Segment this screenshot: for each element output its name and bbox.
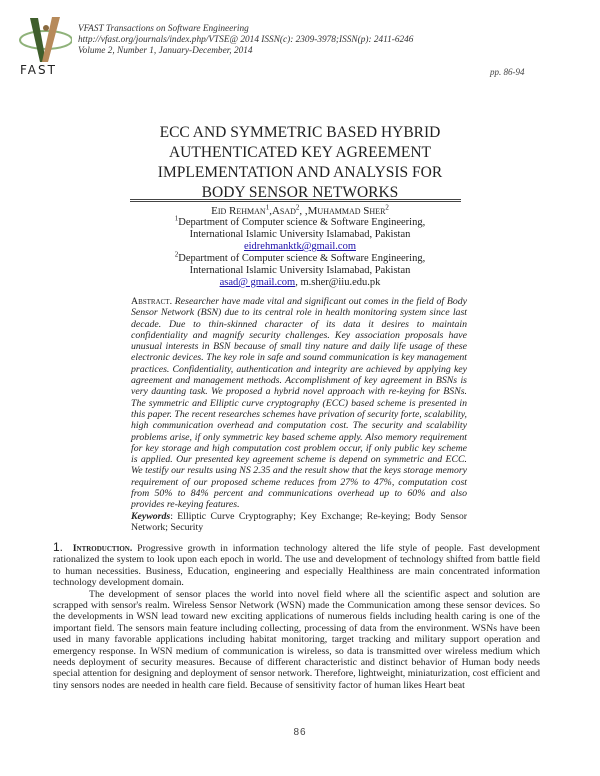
affiliation-text: Department of Computer science & Software Engineering, — [178, 253, 426, 264]
journal-name: VFAST Transactions on Software Engineering — [78, 24, 249, 34]
paper-title — [100, 123, 500, 203]
page-range: pp. 86-94 — [490, 67, 525, 77]
abstract-text: Researcher have made vital and significant out comes in the field of Body Sensor Network (BSN) due to its central role in health monitoring system since last decade. Due to thin-skinned character of its data it desires to maintain confidentiality and magnify security challenges. Key association proposals have unusual interests in BSN because of small tiny nature and daily life usage of these electronic devices. The key role in safe and sound communication is key management practices. Confidentiality, authentication and integrity are achieved by applying key agreement and management methods. Accomplishment of key agreement in BSNs is very daunting task. We proposed a hybrid novel approach with re-keying for BSNs. The symmetric and Elliptic curve cryptography (ECC) based scheme is presented in this paper. The recent researches schemes have privation of security forte, scalability, high communication overhead and computation cost. The security and scalability problems arise, if only symmetric key based scheme apply. Also memory requirement for key storage and high computation cost problem occur, if only public key scheme is applied. Our presented key agreement scheme is depend on symmetric and ECC. We testify our results using NS 2.35 and the result show that the keys storage memory requirement of our proposed scheme reduces from 27% to 47%, computation cost from 50% to 84% percent and communications overhead up to 60% and also provides re-keying features. — [131, 296, 468, 511]
journal-volume: Volume 2, Number 1, January-December, 2014 — [78, 46, 253, 56]
vfast-logo-icon — [16, 14, 72, 76]
introduction-section — [53, 542, 540, 691]
abstract — [131, 296, 467, 533]
keywords-label: Keywords — [131, 510, 171, 522]
affiliation-2 — [100, 250, 500, 265]
affiliation-marker: 2 — [295, 203, 300, 212]
author-block — [100, 205, 500, 289]
author-name: Eid Rehman — [211, 205, 266, 217]
journal-url-issn: http://vfast.org/journals/index.php/VTSE@ 2014 ISSN(c): 2309-3978;ISSN(p): 2411-6246 — [78, 35, 414, 45]
title-line: ECC AND SYMMETRIC BASED HYBRID — [159, 124, 441, 141]
page-number: 86 — [293, 727, 307, 738]
affiliation-text: Department of Computer science & Software Engineering, — [178, 217, 426, 228]
email-link[interactable]: eidrehmanktk@gmail.com — [243, 241, 356, 252]
journal-logo — [16, 14, 72, 76]
affiliation-text: International Islamic University Islamabad, Pakistan — [189, 265, 411, 276]
affiliation-marker: 2 — [385, 203, 389, 212]
paragraph: The development of sensor places the world into novel field where all the scientific aspect and solution are scrapped with sensor's realm. Wireless Sensor Network (WSN) made the Communication among these sensor devices. So the developments in WSN lead toward new exciting applications of numerous fields including health caring is one of the important field. The sensors main feature including collecting, processing of data from the environment. WSNs have been used in many favorable applications including habitat monitoring, target tracking and military support operation and emergency response. In WSN medium of communication is wireless, so data is transmitted over wireless medium which needs deployment of security measures. Because of different characteristic and distinct behavior of Human body needs special attention for designing and deployment of sensor network. Therefore, lightweight, miniaturization, cost efficient and tiny sensors nodes are needed in health care field. Because of sensitivity factor of human likes Heart beat — [53, 588, 540, 691]
section-number: 1. — [53, 540, 64, 554]
section-heading: Introduction. — [72, 543, 133, 554]
abstract-label: Abstract. — [131, 296, 173, 307]
keywords — [131, 511, 467, 534]
title-rule — [130, 199, 461, 200]
affiliation-marker: 2 — [174, 250, 179, 259]
affiliation-1 — [100, 214, 500, 229]
svg-text:FAST: FAST — [20, 63, 57, 76]
email-text: , m.sher@iiu.edu.pk — [295, 277, 381, 288]
paragraph: Progressive growth in information technology altered the life style of people. Fast development rationalized the system to look upon each epoch in world. The use and development of technology shifted from battle field to human necessities. Business, Education, engineering and especially Healthiness are main concentrated information technology development domain. — [53, 543, 540, 589]
title-line: BODY SENSOR NETWORKS — [201, 184, 399, 201]
keywords-text: : Elliptic Curve Cryptography; Key Exchange; Re-keying; Body Sensor Network; Security — [131, 510, 467, 533]
affiliation-marker: 1 — [265, 203, 270, 212]
author-name: ,Asad — [269, 205, 296, 217]
title-rule — [130, 201, 461, 202]
journal-header — [78, 24, 413, 57]
title-line: AUTHENTICATED KEY AGREEMENT — [168, 144, 432, 161]
title-line: IMPLEMENTATION AND ANALYSIS FOR — [157, 164, 443, 181]
email-link[interactable]: asad@ gmail.com — [219, 277, 296, 288]
affiliation-text: International Islamic University Islamabad, Pakistan — [189, 229, 411, 240]
author-list — [100, 205, 500, 217]
affiliation-marker: 1 — [174, 214, 179, 223]
author-name: , ,Muhammad Sher — [299, 205, 386, 217]
